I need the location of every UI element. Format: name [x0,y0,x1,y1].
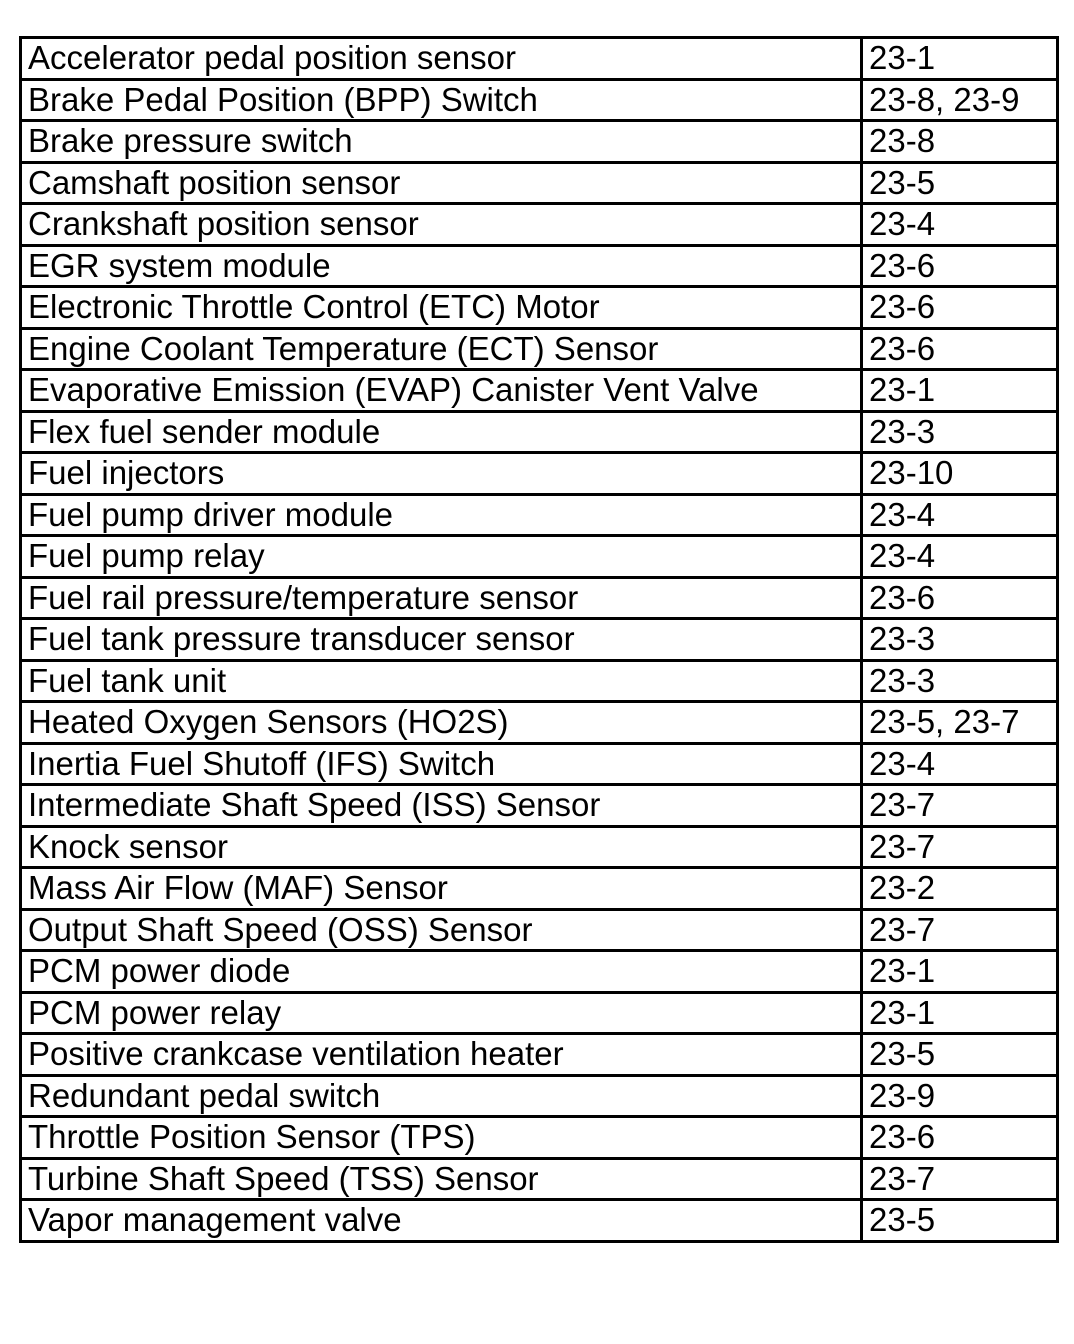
table-row [21,1158,1058,1200]
component-name-cell: Evaporative Emission (EVAP) Canister Vent Valve [21,370,862,412]
component-name-cell: Fuel pump driver module [21,494,862,536]
table-row [21,411,1058,453]
component-name-cell: Inertia Fuel Shutoff (IFS) Switch [21,743,862,785]
page-reference-cell: 23-4 [862,494,1058,536]
page-reference-cell: 23-10 [862,453,1058,495]
component-name-cell: Brake pressure switch [21,121,862,163]
page-reference-cell: 23-6 [862,287,1058,329]
component-name-cell: Fuel rail pressure/temperature sensor [21,577,862,619]
table-row [21,619,1058,661]
table-row [21,162,1058,204]
component-name-cell: Fuel tank unit [21,660,862,702]
table-row [21,743,1058,785]
component-name-cell: Mass Air Flow (MAF) Sensor [21,868,862,910]
table-row [21,536,1058,578]
table-row [21,909,1058,951]
component-index-table [19,36,1059,1243]
component-name-cell: PCM power diode [21,951,862,993]
table-row [21,79,1058,121]
component-name-cell: Fuel tank pressure transducer sensor [21,619,862,661]
page-reference-cell: 23-3 [862,411,1058,453]
table-row [21,826,1058,868]
page-reference-cell: 23-6 [862,1117,1058,1159]
page-reference-cell: 23-7 [862,1158,1058,1200]
table-row [21,328,1058,370]
component-name-cell: Redundant pedal switch [21,1075,862,1117]
component-name-cell: Heated Oxygen Sensors (HO2S) [21,702,862,744]
table-row [21,121,1058,163]
page-reference-cell: 23-1 [862,38,1058,80]
page-reference-cell: 23-8, 23-9 [862,79,1058,121]
page-reference-cell: 23-4 [862,204,1058,246]
component-name-cell: Knock sensor [21,826,862,868]
component-name-cell: Fuel injectors [21,453,862,495]
table-row [21,370,1058,412]
page-reference-cell: 23-4 [862,536,1058,578]
component-name-cell: Brake Pedal Position (BPP) Switch [21,79,862,121]
table-row [21,660,1058,702]
component-name-cell: Vapor management valve [21,1200,862,1242]
page-reference-cell: 23-7 [862,909,1058,951]
page-reference-cell: 23-7 [862,785,1058,827]
component-name-cell: Crankshaft position sensor [21,204,862,246]
table-row [21,1117,1058,1159]
table-row [21,785,1058,827]
page-reference-cell: 23-7 [862,826,1058,868]
table-row [21,868,1058,910]
table-row [21,992,1058,1034]
table-row [21,702,1058,744]
component-name-cell: Engine Coolant Temperature (ECT) Sensor [21,328,862,370]
page-reference-cell: 23-5 [862,1200,1058,1242]
table-body [21,38,1058,1242]
page-reference-cell: 23-3 [862,660,1058,702]
component-name-cell: Positive crankcase ventilation heater [21,1034,862,1076]
component-name-cell: Camshaft position sensor [21,162,862,204]
page-reference-cell: 23-3 [862,619,1058,661]
component-name-cell: Electronic Throttle Control (ETC) Motor [21,287,862,329]
table-row [21,453,1058,495]
table-row [21,204,1058,246]
page-reference-cell: 23-1 [862,370,1058,412]
page-reference-cell: 23-1 [862,992,1058,1034]
table-row [21,951,1058,993]
page-reference-cell: 23-1 [862,951,1058,993]
component-name-cell: Output Shaft Speed (OSS) Sensor [21,909,862,951]
table-row [21,1034,1058,1076]
component-name-cell: Turbine Shaft Speed (TSS) Sensor [21,1158,862,1200]
table-row [21,1075,1058,1117]
page-reference-cell: 23-5, 23-7 [862,702,1058,744]
component-name-cell: PCM power relay [21,992,862,1034]
component-name-cell: Flex fuel sender module [21,411,862,453]
page-reference-cell: 23-6 [862,328,1058,370]
table-row [21,1200,1058,1242]
page-reference-cell: 23-5 [862,1034,1058,1076]
page-reference-cell: 23-9 [862,1075,1058,1117]
component-name-cell: Accelerator pedal position sensor [21,38,862,80]
table-row [21,287,1058,329]
table-row [21,494,1058,536]
component-name-cell: Throttle Position Sensor (TPS) [21,1117,862,1159]
page-reference-cell: 23-8 [862,121,1058,163]
table-row [21,38,1058,80]
page-reference-cell: 23-4 [862,743,1058,785]
component-name-cell: Intermediate Shaft Speed (ISS) Sensor [21,785,862,827]
component-name-cell: EGR system module [21,245,862,287]
component-name-cell: Fuel pump relay [21,536,862,578]
page-reference-cell: 23-6 [862,245,1058,287]
table-row [21,245,1058,287]
table-row [21,577,1058,619]
page-reference-cell: 23-6 [862,577,1058,619]
page-reference-cell: 23-2 [862,868,1058,910]
page-reference-cell: 23-5 [862,162,1058,204]
